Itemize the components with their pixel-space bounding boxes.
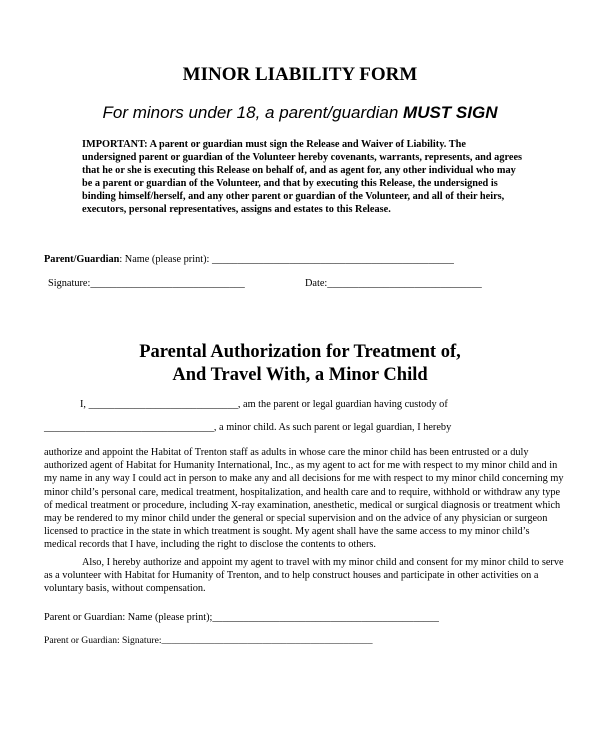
travel-paragraph: Also, I hereby authorize and appoint my agent to travel with my minor child and consent for my minor child to serve as a volunteer with Habitat for Humanity of Trenton, and to help construct houses and participate in other activities on a voluntary basis, without compensation. (44, 557, 564, 595)
custody-statement[interactable]: I, _____________________________, am the parent or legal guardian having custody of (80, 399, 448, 410)
form-subtitle (0, 103, 600, 123)
authorization-heading-line2: And Travel With, a Minor Child (172, 365, 428, 385)
parent-guardian-label: Parent/Guardian (44, 254, 120, 265)
parent-guardian-name-line: : Name (please print): _______________________________________________ (119, 254, 454, 265)
minor-child-statement[interactable]: _________________________________, a minor child. As such parent or legal guardian, I hereby (44, 422, 452, 433)
date-field[interactable]: Date:______________________________ (305, 278, 482, 289)
form-title: MINOR LIABILITY FORM (182, 64, 418, 85)
authorization-paragraph: authorize and appoint the Habitat of Trenton staff as adults in whose care the minor child has been entrusted or a duly authorized agent of Habitat for Humanity International, Inc., as my agent to act for me with respect to my minor child and in my name in any way I could act in person to make any and all decisions for me with respect to my minor child concerning my minor child’s personal care, medical treatment, hospitalization, and health care and to require, withhold or withdraw any type of medical treatment or procedure, including X-ray examination, anesthetic, medical or surgical diagnosis or treatment which may be rendered to my minor child under the general or special supervision and on the advice of any physician or surgeon licensed to practice in the state in which treatment is sought. My agent shall have the same access to my minor child’s medical records that I have, including the right to disclose the contents to others. (44, 447, 564, 551)
signature-field[interactable]: Signature:______________________________ (48, 278, 245, 289)
authorization-heading (0, 341, 600, 387)
guardian-signature-field[interactable]: Parent or Guardian: Signature:____________________________________________ (44, 635, 373, 646)
parent-guardian-name-field[interactable] (44, 253, 454, 266)
subtitle-text: For minors under 18, a parent/guardian (102, 103, 404, 122)
authorization-heading-line1: Parental Authorization for Treatment of, (139, 342, 461, 362)
important-notice: IMPORTANT: A parent or guardian must sign the Release and Waiver of Liability. The undersigned parent or guardian of the Volunteer hereby covenants, warrants, represents, and agrees that he or she is executing this Release on behalf of, and as agent for, any other individual who may be a parent or guardian of the Volunteer, and that by executing this Release, the undersigned is binding himself/herself, and any other parent or guardian of the Volunteer, and all of their heirs, executors, personal representatives, assigns and estates to this Release. (82, 139, 523, 216)
guardian-name-field[interactable]: Parent or Guardian: Name (please print);____________________________________________ (44, 612, 439, 623)
must-sign-emphasis: MUST SIGN (403, 103, 498, 122)
